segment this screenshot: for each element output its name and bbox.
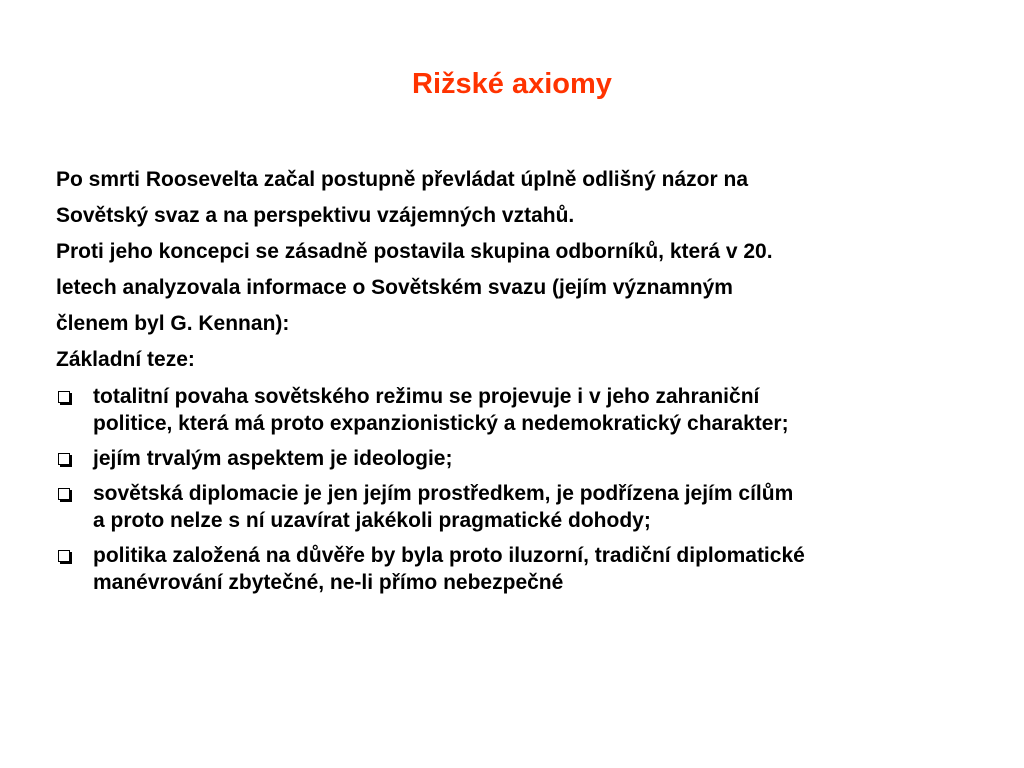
slide-title: Rižské axiomy	[412, 68, 612, 100]
body-line: členem byl G. Kennan):	[56, 312, 290, 335]
body-line: Proti jeho koncepci se zásadně postavila skupina odborníků, která v 20.	[56, 240, 773, 263]
list-item-text: totalitní povaha sovětského režimu se projevuje i v jeho zahraniční	[93, 385, 760, 408]
theses-list	[56, 383, 986, 596]
list-item	[56, 480, 986, 534]
body-line: letech analyzovala informace o Sovětském svazu (jejím významným	[56, 276, 733, 299]
list-item-text: politika založená na důvěře by byla proto iluzorní, tradiční diplomatické	[93, 544, 805, 567]
list-item	[56, 383, 986, 437]
body-line: Po smrti Roosevelta začal postupně převládat úplně odlišný názor na	[56, 168, 748, 191]
list-item-text: politice, která má proto expanzionistický a nedemokratický charakter;	[93, 412, 789, 435]
checkbox-square-icon	[58, 391, 70, 403]
slide-body	[56, 162, 986, 604]
list-item-text: sovětská diplomacie je jen jejím prostředkem, je podřízena jejím cílům	[93, 482, 794, 505]
checkbox-square-icon	[58, 488, 70, 500]
subheading-basic-theses: Základní teze:	[56, 348, 195, 371]
list-item-text: a proto nelze s ní uzavírat jakékoli pragmatické dohody;	[93, 509, 651, 532]
checkbox-square-icon	[58, 453, 70, 465]
checkbox-square-icon	[58, 550, 70, 562]
body-line: Sovětský svaz a na perspektivu vzájemných vztahů.	[56, 204, 575, 227]
list-item-text: manévrování zbytečné, ne-li přímo nebezpečné	[93, 571, 564, 594]
list-item	[56, 445, 986, 472]
list-item-text: jejím trvalým aspektem je ideologie;	[93, 447, 453, 470]
list-item	[56, 542, 986, 596]
